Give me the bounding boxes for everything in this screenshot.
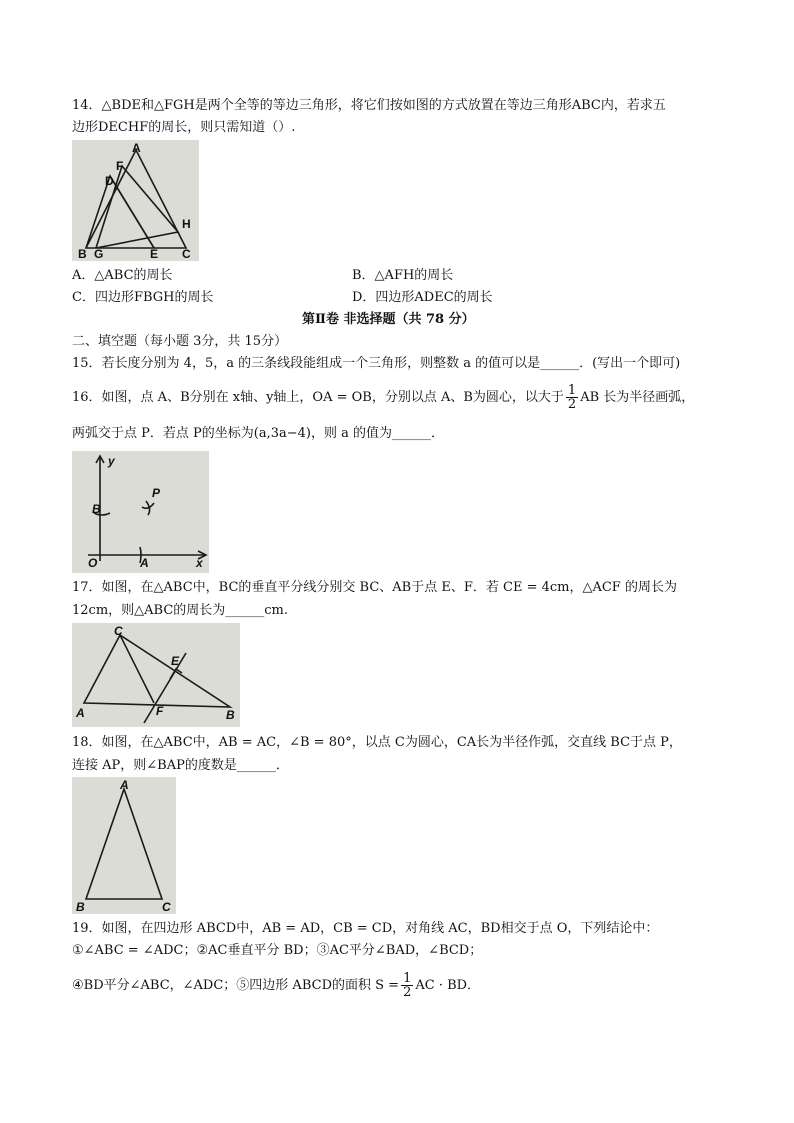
q14-option-a: A．△ABC的周长 [72, 268, 173, 283]
q16-label-a: A [140, 556, 149, 570]
q16-line2: 两弧交于点 P．若点 P的坐标为(a,3a−4)，则 a 的值为______． [72, 426, 444, 441]
q14-label-e: E [150, 247, 159, 261]
q18-label-b: B [76, 900, 85, 914]
q16-frac-den: 2 [567, 397, 577, 412]
q19-frac-num: 1 [403, 971, 412, 986]
q16-line1 [72, 384, 694, 411]
q17-label-e: E [171, 654, 180, 668]
q19-line3b: AC · BD． [415, 978, 481, 993]
q18-label-c: C [162, 900, 171, 914]
q17-line1: 17．如图，在△ABC中，BC的垂直平分线分别交 BC、AB于点 E、F．若 CE = 4cm，△ACF 的周长为 [72, 580, 677, 595]
q19-frac-den: 2 [403, 985, 412, 1000]
section-title: 第Ⅱ卷 非选择题（共 78 分） [302, 312, 475, 327]
q17-label-b: B [226, 708, 235, 722]
q16-label-y: y [108, 454, 115, 468]
q16-label-p: P [152, 486, 161, 500]
q16-frac-num: 1 [567, 383, 577, 398]
q19-line3a: ④BD平分∠ABC，∠ADC；⑤四边形 ABCD的面积 S = [72, 978, 400, 993]
q19-fraction [401, 972, 413, 999]
q18-line1: 18．如图，在△ABC中，AB = AC，∠B = 80°，以点 C为圆心，CA长为半径作弧，交直线 BC于点 P， [72, 735, 682, 750]
q14-label-c: C [182, 247, 191, 261]
q14-text-line2: 边形DECHF的周长，则只需知道（）. [72, 120, 296, 135]
q18-figure [72, 777, 176, 914]
q18-label-a: A [120, 778, 129, 792]
q17-label-a: A [76, 706, 85, 720]
q15-text: 15．若长度分别为 4，5，a 的三条线段能组成一个三角形，则整数 a 的值可以是______．(写出一个即可) [72, 356, 681, 371]
section-subtitle: 二、填空题（每小题 3分，共 15分） [72, 334, 288, 349]
q14-label-h: H [182, 217, 191, 231]
q16-label-x: x [196, 556, 203, 570]
q18-line2: 连接 AP，则∠BAP的度数是______． [72, 758, 289, 773]
q16-label-b: B [92, 502, 101, 516]
q14-figure [72, 140, 199, 261]
q16-fraction [566, 384, 578, 411]
q14-label-a: A [132, 141, 141, 155]
q14-option-c: C．四边形FBGH的周长 [72, 290, 214, 305]
q17-label-c: C [114, 624, 123, 638]
q19-line2: ①∠ABC = ∠ADC；②AC垂直平分 BD；③AC平分∠BAD，∠BCD； [72, 943, 483, 958]
q14-label-g: G [94, 247, 104, 261]
q14-label-f: F [116, 159, 124, 173]
q19-line1: 19．如图，在四边形 ABCD中，AB = AD，CB = CD，对角线 AC，BD相交于点 O，下列结论中： [72, 921, 659, 936]
q14-option-b: B．△AFH的周长 [352, 268, 454, 283]
q19-line3 [72, 972, 480, 999]
q17-figure [72, 623, 240, 727]
q16-line1a: 16．如图，点 A、B分别在 x轴、y轴上，OA = OB，分别以点 A、B为圆心，以大于 [72, 390, 564, 405]
q14-option-d: D．四边形ADEC的周长 [352, 290, 493, 305]
q14-label-d: D [105, 174, 114, 188]
q17-line2: 12cm，则△ABC的周长为______cm. [72, 603, 289, 618]
q17-label-f: F [156, 704, 164, 718]
q14-label-b: B [78, 247, 87, 261]
q16-line1b: AB 长为半径画弧， [580, 390, 695, 405]
q14-text-line1: 14．△BDE和△FGH是两个全等的等边三角形，将它们按如图的方式放置在等边三角形ABC内，若求五 [72, 98, 666, 113]
q16-figure [72, 451, 209, 573]
q16-label-o: O [88, 556, 98, 570]
